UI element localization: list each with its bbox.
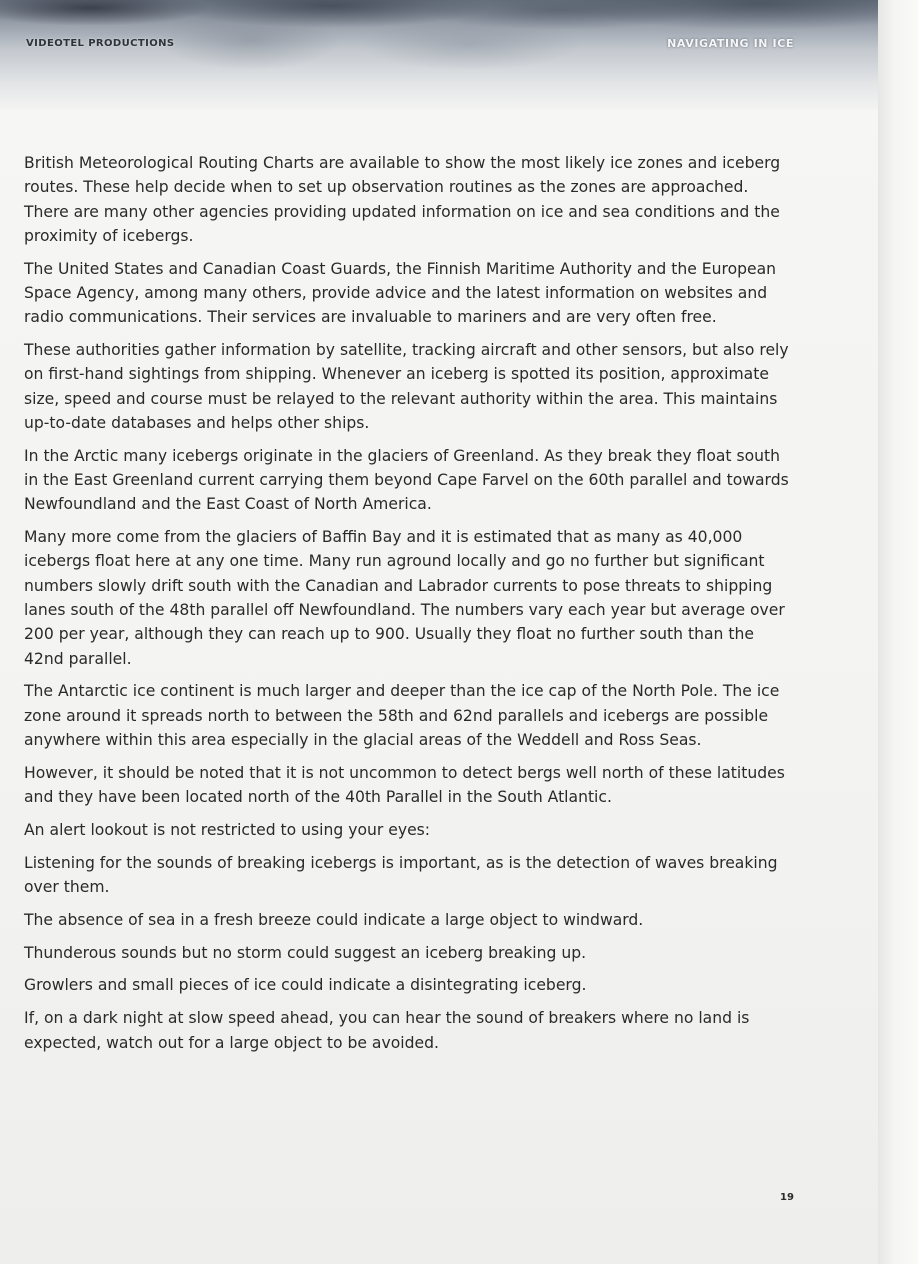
paragraph-growlers: Growlers and small pieces of ice could indicate a disintegrating iceberg. <box>24 976 587 995</box>
paragraph-lookout-intro: An alert lookout is not restricted to using your eyes: <box>24 820 431 839</box>
page-number: 19 <box>780 1192 794 1203</box>
paragraph-thunderous-sounds: Thunderous sounds but no storm could suggest an iceberg breaking up. <box>24 943 587 962</box>
section-title: NAVIGATING IN ICE <box>667 37 794 50</box>
paragraph-absence-of-sea: The absence of sea in a fresh breeze could indicate a large object to windward. <box>24 910 644 929</box>
page-edge-margin <box>878 0 918 1264</box>
paragraph-listening: Listening for the sounds of breaking icebergs is important, as is the detection of waves breaking over them. <box>24 853 778 897</box>
paragraph-latitudes-note: However, it should be noted that it is not uncommon to detect bergs well north of these latitudes and they have been located north of the 40th Parallel in the South Atlantic. <box>24 763 785 807</box>
paragraph-arctic: In the Arctic many icebergs originate in the glaciers of Greenland. As they break they float south in the East Greenland current carrying them beyond Cape Farvel on the 60th parallel and towards Newfoundland and the East Coast of North America. <box>24 446 789 514</box>
paragraph-antarctic: The Antarctic ice continent is much larger and deeper than the ice cap of the North Pole. The ice zone around it spreads north to between the 58th and 62nd parallels and icebergs are possible anywhere within this area especially in the glacial areas of the Weddell and Ross Seas. <box>24 682 780 750</box>
paragraph-routing-charts: British Meteorological Routing Charts are available to show the most likely ice zones and iceberg routes. These help decide when to set up observation routines as the zones are approached. There are many other agencies providing updated information on ice and sea conditions and the proximity of icebergs. <box>24 154 781 245</box>
publisher-label: VIDEOTEL PRODUCTIONS <box>26 38 175 49</box>
paragraph-authorities: These authorities gather information by satellite, tracking aircraft and other sensors, but also rely on first-hand sightings from shipping. Whenever an iceberg is spotted its position, approximate size, speed and course must be relayed to the relevant authority within the area. This maintains up-to-date databases and helps other ships. <box>24 341 789 432</box>
paragraph-coast-guards: The United States and Canadian Coast Guards, the Finnish Maritime Authority and the European Space Agency, among many others, provide advice and the latest information on websites and radio communications. Their services are invaluable to mariners and are very often free. <box>24 259 777 327</box>
paragraph-dark-night: If, on a dark night at slow speed ahead, you can hear the sound of breakers where no land is expected, watch out for a large object to be avoided. <box>24 1009 750 1052</box>
paragraph-baffin-bay: Many more come from the glaciers of Baffin Bay and it is estimated that as many as 40,000 icebergs float here at any one time. Many run aground locally and go no further but significant numbers slowly drift south with the Canadian and Labrador currents to pose threats to shipping lanes south of the 48th parallel off Newfoundland. The numbers vary each year but average over 200 per year, although they can reach up to 900. Usually they float no further south than the 42nd parallel. <box>24 528 785 668</box>
header-photo-banner <box>0 0 878 110</box>
body-text <box>24 151 794 1063</box>
